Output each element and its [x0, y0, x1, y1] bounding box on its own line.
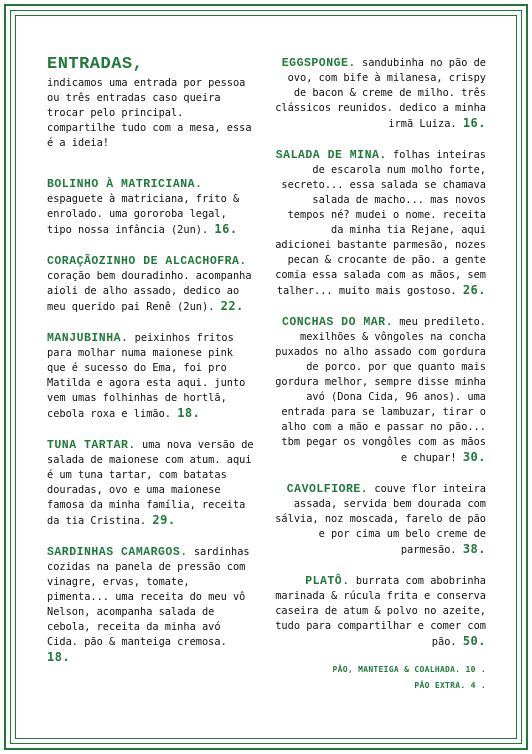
- right-item-list: [270, 56, 486, 650]
- item-price: 30.: [462, 450, 486, 464]
- menu-item: [270, 315, 486, 466]
- item-price: 50.: [462, 634, 486, 648]
- item-description: meu predileto. mexilhões & vôngoles na concha puxados no alho assado com gordura de porco. por que quanto mais gordura melhor, sempre disse minha avó (Dona Cida, 96 anos). uma entrada para se lambuzar, tirar o alho com a mão e passar no pão... tbm pegar os vongôles com as mãos e chupar!: [275, 316, 486, 464]
- item-name: SALADA DE MINA.: [275, 149, 387, 162]
- item-name: CORAÇÃOZINHO DE ALCACHOFRA.: [47, 255, 247, 268]
- item-price: 16.: [462, 116, 486, 130]
- item-name: CONCHAS DO MAR.: [281, 316, 393, 329]
- menu-item: [47, 545, 255, 666]
- extra-item-extra-bread: PÃO EXTRA. 4 .: [414, 681, 486, 690]
- item-description: couve flor inteira assada, servida bem dourada com sálvia, noz moscada, farelo de pão e por cima um belo creme de parmesão.: [275, 483, 486, 556]
- extra-item-bread-butter: PÃO, MANTEIGA & COALHADA. 10 .: [332, 665, 486, 674]
- item-price: 18.: [177, 406, 201, 420]
- item-price: 29.: [152, 513, 176, 527]
- left-column: [47, 56, 255, 682]
- item-name: TUNA TARTAR.: [47, 439, 136, 452]
- item-price: 38.: [462, 542, 486, 556]
- item-description: sandubinha no pão de ovo, com bife à milanesa, crispy de bacon & creme de milho. três clássicos reunidos. dedico a minha irmã Luiza.: [275, 57, 486, 130]
- item-description: espaguete à matriciana, frito & enrolado. uma gororoba legal, tipo nossa infância (2un).: [47, 193, 240, 236]
- menu-item: [47, 331, 255, 422]
- item-price: 16.: [214, 222, 238, 236]
- item-name: SARDINHAS CAMARGOS.: [47, 546, 188, 559]
- section-intro: indicamos uma entrada por pessoa ou três entradas caso queira trocar pelo principal. compartilhe tudo com a mesa, essa é a ideia!: [47, 77, 252, 149]
- item-name: EGGSPONGE.: [281, 57, 356, 70]
- item-description: folhas inteiras de escarola num molho forte, secreto... essa salada se chamava salada de macho... mas novos tempos né? mudei o nome. receita da minha tia Rejane, aqui adicionei bastante parmesão, nozes pecan & crocante de pão. a gente comia essa salada com as mãos, sem talher... muito mais gostoso.: [275, 149, 486, 297]
- menu-item: [270, 482, 486, 558]
- menu-item: [47, 254, 255, 315]
- item-name: MANJUBINHA.: [47, 332, 129, 345]
- item-description: uma nova versão de salada de maionese com atum. aqui é um tuna tartar, com batatas douradas, ovo e uma maionese famosa da minha família, receita da tia Cristina.: [47, 439, 254, 527]
- right-column: [270, 56, 486, 694]
- item-price: 22.: [220, 299, 244, 313]
- extras: [270, 662, 486, 694]
- item-price: 26.: [462, 283, 486, 297]
- menu-item: [270, 56, 486, 132]
- menu-item: [270, 574, 486, 650]
- item-price: 18.: [47, 650, 71, 664]
- item-name: CAVOLFIORE.: [286, 483, 369, 496]
- item-description: burrata com abobrinha marinada & rúcula frita e conserva caseira de atum & polvo no azeite, tudo para compartilhar e comer com pão.: [275, 575, 486, 648]
- left-item-list: [47, 177, 255, 666]
- item-description: sardinhas cozidas na panela de pressão com vinagre, ervas, tomate, pimenta... uma receita do meu vô Nelson, acompanha salada de cebola, receita da minha avó Cida. pão & manteiga cremosa.: [47, 546, 250, 648]
- item-description: coração bem douradinho. acompanha aioli de alho assado, dedico ao meu querido pai Renê (2un).: [47, 270, 252, 313]
- menu-item: [47, 177, 255, 238]
- item-name: BOLINHO À MATRICIANA.: [47, 178, 203, 191]
- item-description: peixinhos fritos para molhar numa maionese pink que é sucesso do Ema, foi pro Matilda e agora esta aqui. junto vem umas folhinhas de hortlã, cebola roxa e limão.: [47, 332, 246, 420]
- menu-item: [270, 148, 486, 299]
- section-title: ENTRADAS,: [47, 55, 144, 74]
- item-name: PLATÔ.: [305, 575, 350, 588]
- menu-item: [47, 438, 255, 529]
